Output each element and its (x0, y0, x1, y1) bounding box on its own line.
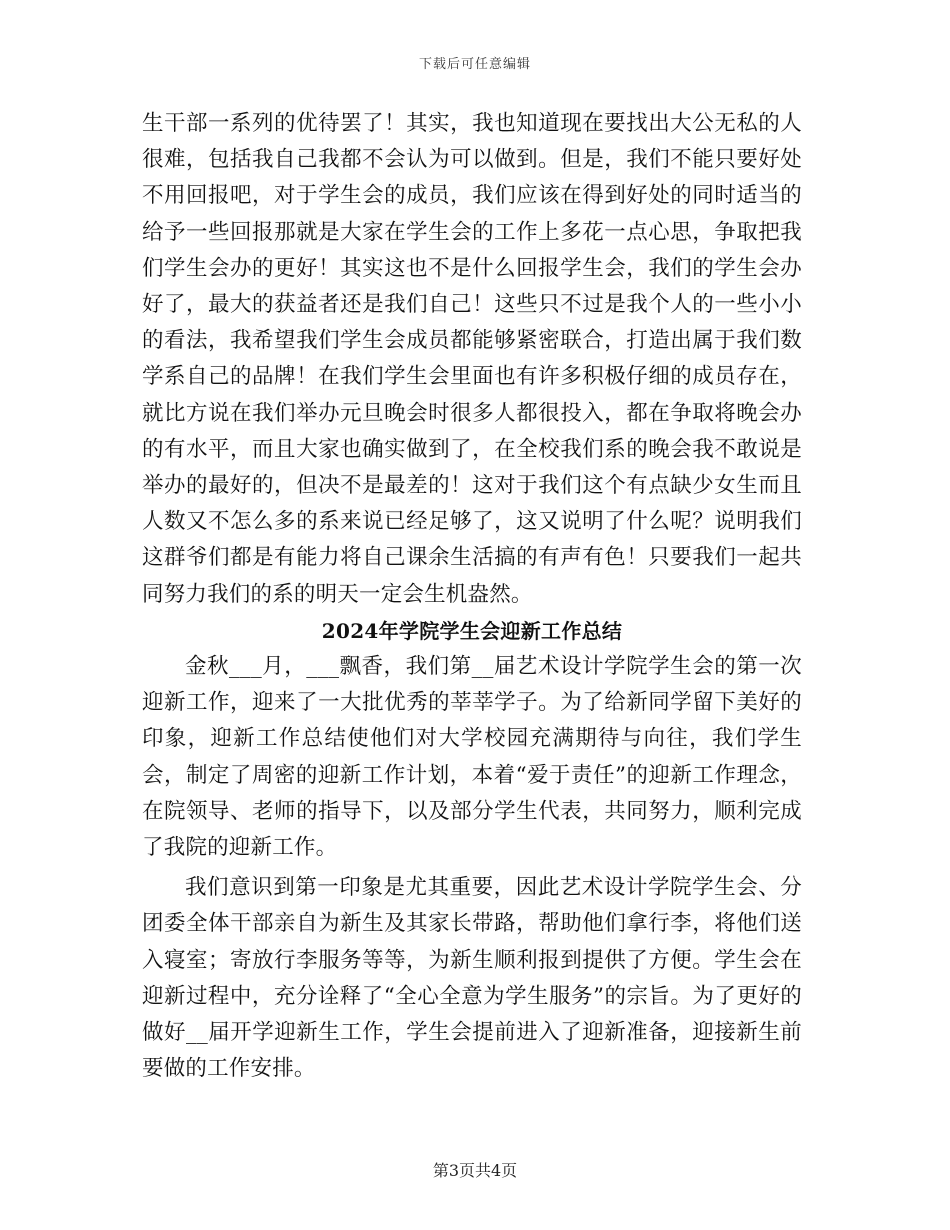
page-number: 第3页共4页 (432, 1161, 518, 1180)
paragraph-2: 金秋___月，___飘香，我们第__届艺术设计学院学生会的第一次迎新工作，迎来了一大批优秀的莘莘学子。为了给新同学留下美好的印象，迎新工作总结使他们对大学校园充满期待与向往，我们学生会，制定了周密的迎新工作计划，本着“爱于责任”的迎新工作理念，在院领导、老师的指导下，以及部分学生代表，共同努力，顺利完成了我院的迎新工作。 (142, 654, 802, 861)
document-body (142, 106, 802, 1087)
section-title: 2024年学院学生会迎新工作总结 (321, 618, 623, 643)
paragraph-1: 生干部一系列的优待罢了！其实，我也知道现在要找出大公无私的人很难，包括我自己我都不会认为可以做到。但是，我们不能只要好处不用回报吧，对于学生会的成员，我们应该在得到好处的同时适当的给予一些回报那就是大家在学生会的工作上多花一点心思，争取把我们学生会办的更好！其实这也不是什么回报学生会，我们的学生会办好了，最大的获益者还是我们自己！这些只不过是我个人的一些小小的看法，我希望我们学生会成员都能够紧密联合，打造出属于我们数学系自己的品牌！在我们学生会里面也有许多积极仔细的成员存在，就比方说在我们举办元旦晚会时很多人都很投入，都在争取将晚会办的有水平，而且大家也确实做到了，在全校我们系的晚会我不敢说是举办的最好的，但决不是最差的！这对于我们这个有点缺少女生而且人数又不怎么多的系来说已经足够了，这又说明了什么呢？说明我们这群爷们都是有能力将自己课余生活搞的有声有色！只要我们一起共同努力我们的系的明天一定会生机盎然。 (142, 111, 802, 607)
header-note: 下载后可任意编辑 (418, 57, 531, 72)
paragraph-3: 我们意识到第一印象是尤其重要，因此艺术设计学院学生会、分团委全体干部亲自为新生及其家长带路，帮助他们拿行李，将他们送入寝室；寄放行李服务等等，为新生顺利报到提供了方便。学生会在迎新过程中，充分诠释了“全心全意为学生服务”的宗旨。为了更好的做好__届开学迎新生工作，学生会提前进入了迎新准备，迎接新生前要做的工作安排。 (142, 875, 802, 1082)
